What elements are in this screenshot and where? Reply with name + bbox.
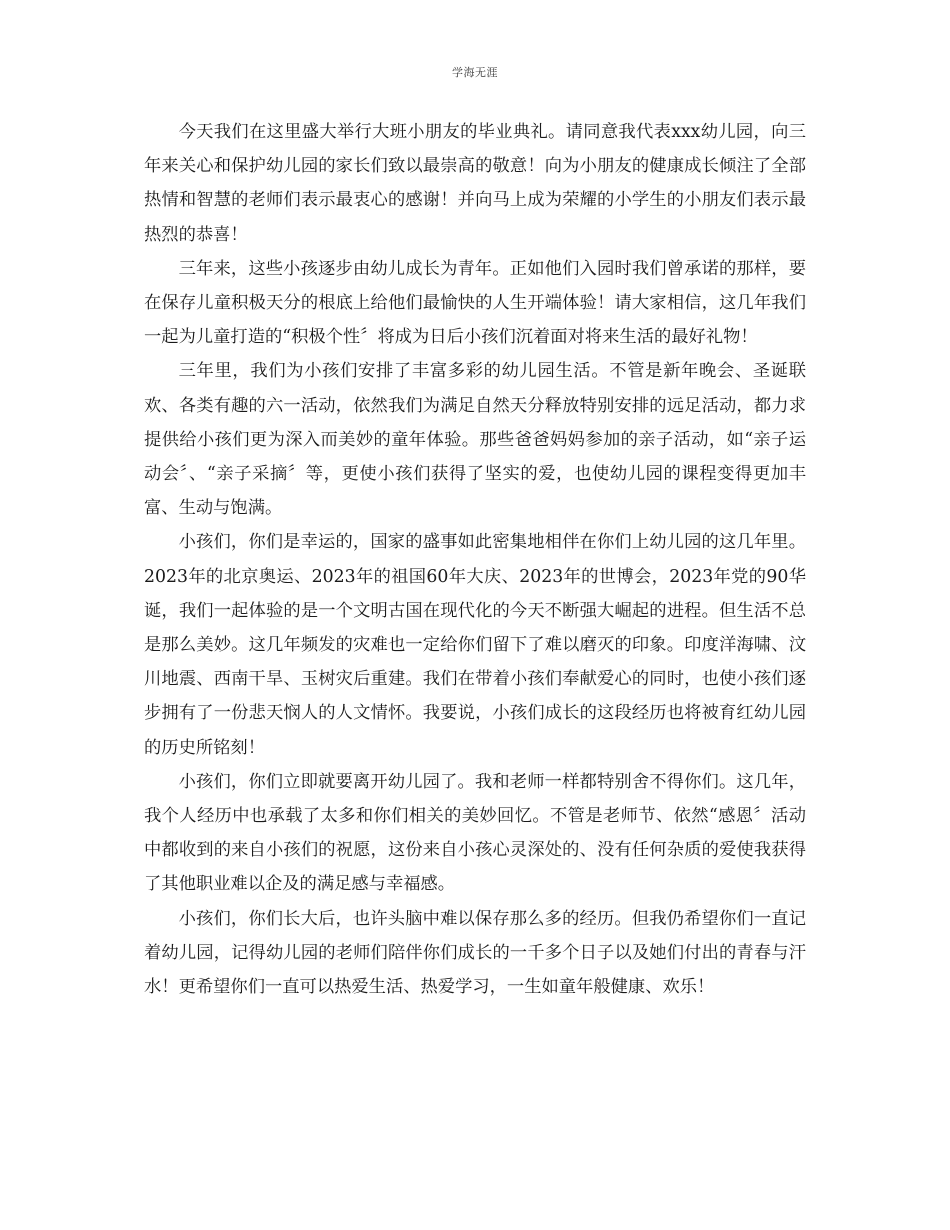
paragraph-2: 三年来，这些小孩逐步由幼儿成长为青年。正如他们入园时我们曾承诺的那样，要在保存儿童积极天分的根底上给他们最愉快的人生开端体验！请大家相信，这几年我们一起为儿童打造的“积极个性〞将成为日后小孩们沉着面对将来生活的最好礼物！ xyxy=(144,258,806,348)
paragraph-5: 小孩们，你们立即就要离开幼儿园了。我和老师一样都特别舍不得你们。这几年，我个人经历中也承载了太多和你们相关的美妙回忆。不管是老师节、依然“感恩〞活动中都收到的来自小孩们的祝愿，这份来自小孩心灵深处的、没有任何杂质的爱使我获得了其他职业难以企及的满足感与幸福感。 xyxy=(144,771,806,895)
page-header: 学海无涯 xyxy=(452,66,498,79)
paragraph-3: 三年里，我们为小孩们安排了丰富多彩的幼儿园生活。不管是新年晚会、圣诞联欢、各类有趣的六一活动，依然我们为满足自然天分释放特别安排的远足活动，都力求提供给小孩们更为深入而美妙的童年体验。那些爸爸妈妈参加的亲子活动，如“亲子运动会〞、“亲子采摘〞等，更使小孩们获得了坚实的爱，也使幼儿园的课程变得更加丰富、生动与饱满。 xyxy=(144,361,806,519)
paragraph-6: 小孩们，你们长大后，也许头脑中难以保存那么多的经历。但我仍希望你们一直记着幼儿园，记得幼儿园的老师们陪伴你们成长的一千多个日子以及她们付出的青春与汗水！更希望你们一直可以热爱生活、热爱学习，一生如童年般健康、欢乐！ xyxy=(144,908,806,998)
paragraph-4: 小孩们，你们是幸运的，国家的盛事如此密集地相伴在你们上幼儿园的这几年里。2023年的北京奥运、2023年的祖国60年大庆、2023年的世博会，2023年党的90华诞，我们一起体验的是一个文明古国在现代化的今天不断强大崛起的进程。但生活不总是那么美妙。这几年频发的灾难也一定给你们留下了难以磨灭的印象。印度洋海啸、汶川地震、西南干旱、玉树灾后重建。我们在带着小孩们奉献爱心的同时，也使小孩们逐步拥有了一份悲天悯人的人文情怀。我要说，小孩们成长的这段经历也将被育红幼儿园的历史所铭刻！ xyxy=(144,532,806,758)
paragraph-1: 今天我们在这里盛大举行大班小朋友的毕业典礼。请同意我代表xxx幼儿园，向三年来关心和保护幼儿园的家长们致以最崇高的敬意！向为小朋友的健康成长倾注了全部热情和智慧的老师们表示最衷心的感谢！并向马上成为荣耀的小学生的小朋友们表示最热烈的恭喜！ xyxy=(144,122,806,245)
document-body xyxy=(144,115,806,1004)
